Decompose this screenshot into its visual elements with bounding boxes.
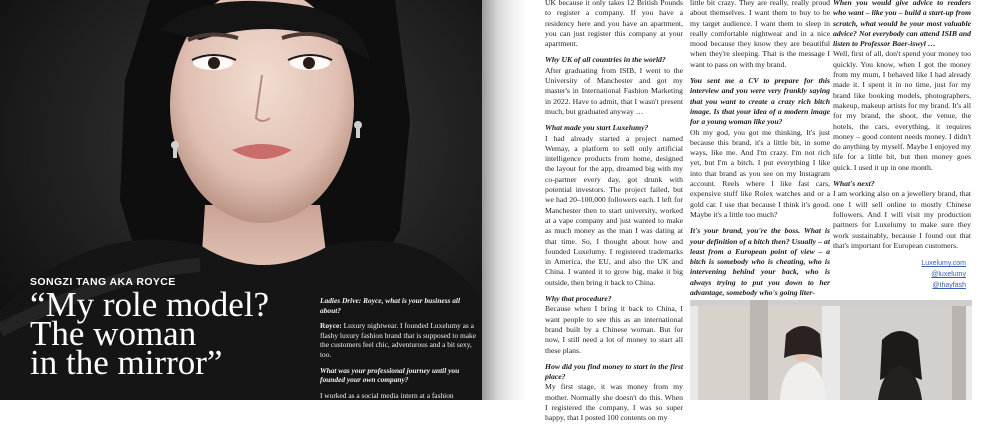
- answer: I am working also on a jewellery brand, that one I will sell online to mostly Chinese followers. And I will visit my production partners for Luxelumy to make sure they work sustainably, because I found out that that's important for European customers.: [833, 189, 971, 250]
- answer: I had already started a project named Wemay, a platform to sell only artificial intelligence products from home, designed the layout for the app, dreamed big with my co-partner every day, got drunk with potential investors. The project failed, but we had 20–100,000 followers each. I left for Manchester then to start university, worked at a vape company and just wanted to make as much money as the man I was dating at that time. So, I thought about how and founded Luxelumy. I registered trademarks in America, the EU, and also the UK and China. I wanted it to grow big, make it big outside, then bring it back to China.: [545, 133, 683, 287]
- question: You sent me a CV to prepare for this interview and you were very frankly saying that you want to create a crazy rich bitch image. Is that your idea of a modern image for a young woman like you?: [690, 76, 830, 127]
- left-page: [0, 0, 482, 400]
- article-title: [30, 285, 310, 382]
- question: Why UK of all countries in the world?: [545, 55, 666, 65]
- answer: My first stage, it was money from my mother. Normally she doesn't do this. When I registered the company, I was so super happy, that I posted 100 contents on my: [545, 382, 683, 423]
- text-column-1: [545, 0, 683, 430]
- answer: I worked as a social media intern at a fashion: [320, 390, 454, 400]
- answer: Because when I bring it back to China, I want people to see this as an international brand built by a Chinese woman. But for now, I still need a lot of money to start all these plans.: [545, 304, 683, 355]
- intro-text: [320, 296, 476, 406]
- answer: After graduating from ISIB, I went to the University of Manchester and got my master's in International Fashion Marketing in 2022. Have to admit, that I wasn't present much, but graduated anyway …: [545, 65, 683, 116]
- credit-link[interactable]: @luxelumy: [931, 271, 966, 278]
- title-line-2: The woman: [30, 314, 197, 353]
- credit-link[interactable]: Luxelumy.com: [921, 260, 966, 267]
- question: How did you find money to start in the first place?: [545, 361, 683, 382]
- question: Why that procedure?: [545, 294, 612, 304]
- question: What's next?: [833, 179, 875, 189]
- paragraph: little bit crazy. They are really, really proud about themselves. I want them to buy to be my target audience. I want them to sleep in really comfortable nightwear and in a nice mood because they know they are beautiful when they're sleeping. That is the message I want to pass on with my brand.: [690, 0, 830, 69]
- answer: Luxury nightwear. I founded Luxelumy as a flashy luxury fashion brand that is supposed to make the customers feel chic, adventurous and a bit sexy, too.: [320, 321, 476, 359]
- title-line-3: in the mirror”: [30, 343, 223, 382]
- text-column-3: [833, 0, 971, 257]
- models-photo: [690, 300, 972, 400]
- question: When you would give advice to readers who want – like you – build a start-up from scratch, what would be your most valuable advice? Not everybody can attend ISIB and listen to Professor Baer-iswyl …: [833, 0, 971, 49]
- title-line-1: “My role model?: [30, 285, 270, 324]
- question: What made you start Luxelumy?: [545, 123, 649, 133]
- speaker-name: Royce:: [320, 321, 342, 331]
- kicker: SONGZI TANG AKA ROYCE: [30, 276, 176, 288]
- paragraph: UK because it only takes 12 British Pounds to register a company. If you have a residency here and you have an apartment, you can just register this company at your apartment.: [545, 0, 683, 49]
- credits: [880, 258, 966, 291]
- question: Ladies Drive: Royce, what is your business all about?: [320, 296, 461, 315]
- text-column-2: [690, 0, 830, 298]
- article-headline: [30, 276, 310, 382]
- credit-link[interactable]: @thayfash: [932, 282, 966, 289]
- question: What was your professional journey until you founded your own company?: [320, 365, 460, 385]
- page-gutter: [482, 0, 528, 400]
- answer: Oh my god, you got me thinking. It's just because this brand, it's a little bit, in some ways, like me. And I'm crazy. I'm not rich yet, but I'm a bitch. I put everything I like into that brand as you see on my Instagram account. Reels where I like fast cars, expensive stuff like Rolex watches and or a gold car. I use that because I think it's good. Maybe it's a little too much?: [690, 127, 830, 219]
- question: It's your brand, you're the boss. What is your definition of a bitch then? Usually – at least from a European point of view – a bitch is somebody who is cheating, who is intervening behind your back, who is always trying to put you down to her advantage, somebody who's going liter-: [690, 226, 830, 298]
- answer: Well, first of all, don't spend your money too quickly. You know, when I got the money from my mum, I behaved like I had already made it. I spent it in no time, just for my brand like booking models, photographers, makeup, makeup artists for my brand. It's all for my brand, the shoot, the venue, the hotels, the cars, everything, it requires money – good content needs money. I didn't do anything by myself. Maybe I enjoyed my life for a little bit, but then money goes quick. I used it up in one month.: [833, 49, 971, 172]
